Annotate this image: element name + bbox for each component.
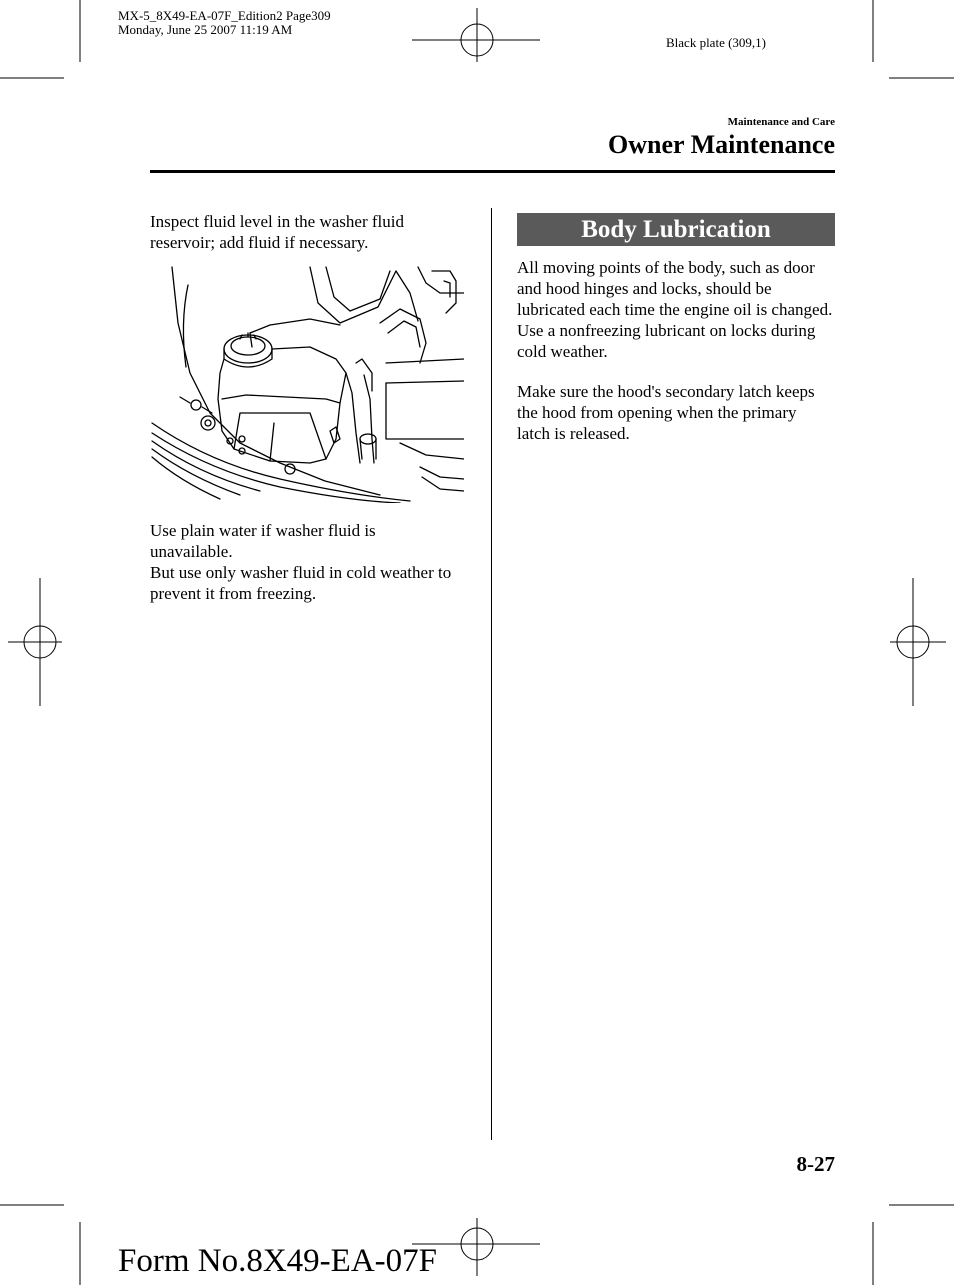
hood-latch-paragraph: Make sure the hood's secondary latch keeps the hood from opening when the primary latch is released. [517,382,815,443]
page-number: 8-27 [796,1152,835,1176]
washer-fluid-instruction: Inspect fluid level in the washer fluid reservoir; add fluid if necessary. [150,212,404,252]
slug-filename: MX-5_8X49-EA-07F_Edition2 Page309 [118,8,331,23]
plain-water-note: Use plain water if washer fluid is unavailable. [150,521,376,561]
cold-weather-note: But use only washer fluid in cold weather to prevent it from freezing. [150,563,452,603]
column-divider [491,208,492,1140]
lubrication-paragraph: All moving points of the body, such as door and hood hinges and locks, should be lubricated each time the engine oil is changed. Use a nonfreezing lubricant on locks during cold weather. [517,258,833,361]
slug-timestamp: Monday, June 25 2007 11:19 AM [118,22,293,37]
body-lubrication-heading: Body Lubrication [517,213,835,246]
header-rule [150,170,835,173]
slug-plate: Black plate (309,1) [666,35,766,50]
washer-fluid-reservoir-illustration [150,263,464,503]
page-title: Owner Maintenance [608,130,835,159]
section-label: Maintenance and Care [727,116,835,128]
form-number: Form No.8X49-EA-07F [118,1243,437,1279]
